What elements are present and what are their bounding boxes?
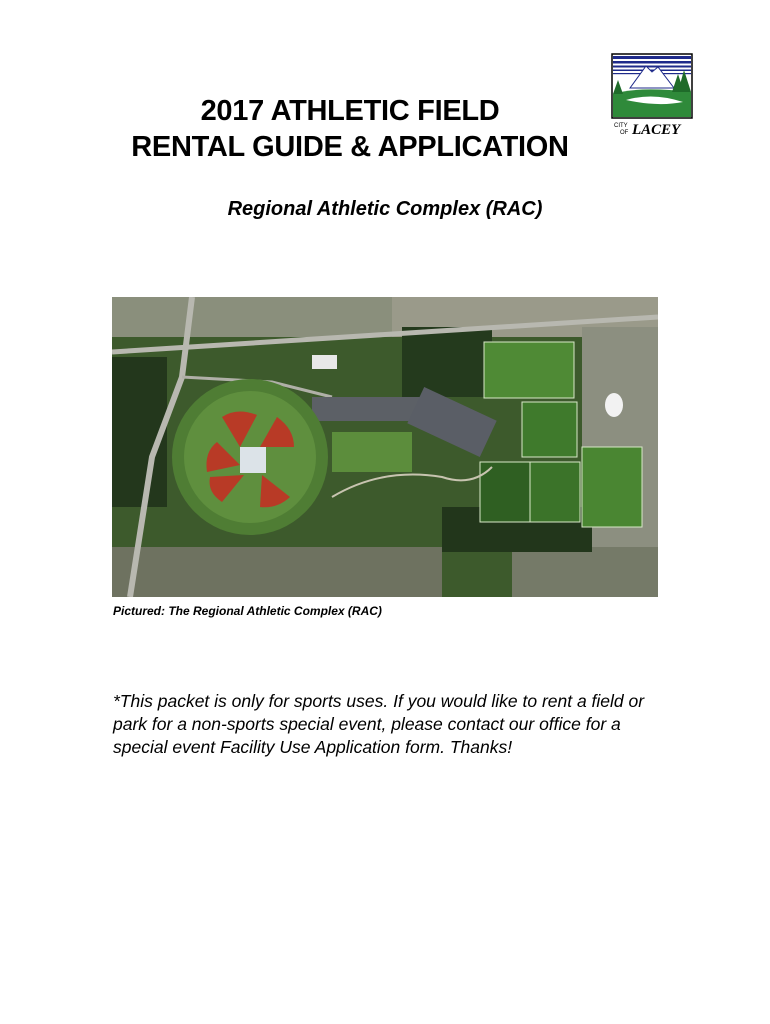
usage-note: *This packet is only for sports uses. If you would like to rent a field or park for a non-sports special event, please contact our office for a special event Facility Use Application form. Thanks!: [113, 691, 645, 757]
logo-city-text: CITY: [614, 123, 628, 129]
logo-name-text: LACEY: [632, 122, 681, 138]
photo-caption: Pictured: The Regional Athletic Complex (RAC): [113, 604, 382, 618]
page-title: [100, 93, 600, 165]
title-line-1: 2017 ATHLETIC FIELD: [200, 95, 500, 127]
logo-of-text: OF: [620, 130, 629, 136]
aerial-photo: [112, 297, 658, 597]
page-subtitle: Regional Athletic Complex (RAC): [227, 198, 543, 220]
city-of-lacey-logo: [608, 52, 696, 138]
title-line-2: RENTAL GUIDE & APPLICATION: [131, 131, 569, 163]
